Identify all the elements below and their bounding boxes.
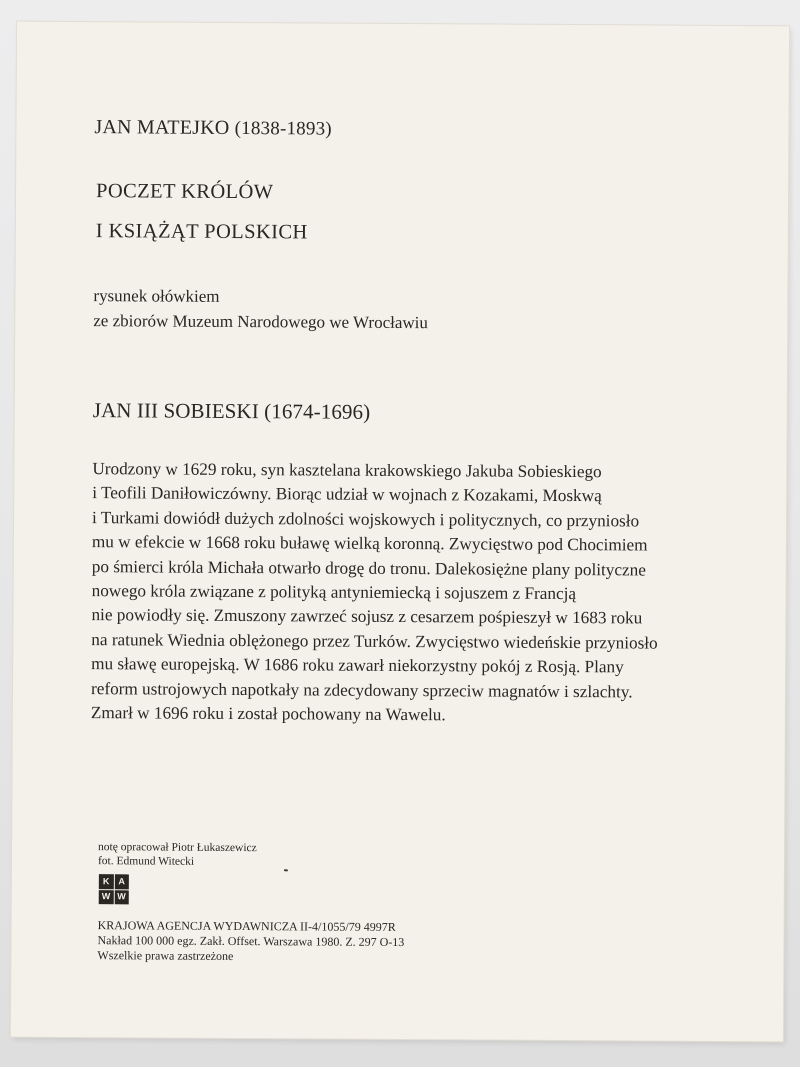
king-heading — [93, 398, 371, 425]
credit-note-author: notę opracował Piotr Łukaszewicz — [98, 841, 257, 855]
biography-line: po śmierci króla Michała otwarło drogę do tronu. Dalekosiężne plany polityczne — [91, 556, 646, 580]
logo-letter: W — [99, 890, 114, 905]
series-title-line-1: POCZET KRÓLÓW — [96, 180, 274, 204]
biography-text — [91, 457, 733, 729]
postcard — [11, 22, 789, 1042]
series-title-line-2: I KSIĄŻĄT POLSKICH — [95, 220, 308, 244]
king-dates: (1674-1696) — [264, 399, 371, 424]
biography-line: reform ustrojowych napotkały na zdecydowany sprzeciw magnatów i szlachty. — [90, 678, 633, 702]
credits — [98, 840, 257, 869]
biography-line: mu sławę europejską. W 1686 roku zawarł niekorzystny pokój z Rosją. Plany — [91, 654, 624, 677]
publisher-imprint — [97, 918, 404, 965]
credit-photographer: fot. Edmund Witecki — [97, 855, 195, 868]
subtitle-line-1: rysunek ołówkiem — [93, 286, 220, 306]
print-run: Nakład 100 000 egz. Zakł. Offset. Warszawa 1980. Z. 297 O-13 — [97, 933, 405, 950]
copyright-notice: Wszelkie prawa zastrzeżone — [97, 948, 234, 963]
biography-line: Urodzony w 1629 roku, syn kasztelana krakowskiego Jakuba Sobieskiego — [92, 459, 602, 482]
publisher-name: KRAJOWA AGENCJA WYDAWNICZA II-4/1055/79 4997R — [97, 918, 396, 934]
logo-letter: K — [99, 874, 114, 889]
logo-letter: A — [114, 874, 129, 889]
author-heading — [94, 116, 332, 140]
biography-line: mu w efekcie w 1668 roku buławę wielką koronną. Zwycięstwo pod Chocimiem — [91, 532, 648, 555]
biography-line: na ratunek Wiednia oblężonego przez Turków. Zwycięstwo wiedeńskie przyniosło — [91, 629, 658, 653]
logo-letter: W — [114, 890, 129, 905]
biography-line: Zmarł w 1696 roku i został pochowany na Wawelu. — [90, 703, 446, 725]
author-name: JAN MATEJKO — [94, 116, 230, 139]
publisher-logo — [99, 874, 129, 904]
author-dates: (1838-1893) — [234, 117, 332, 140]
biography-line: i Teofili Daniłowiczówny. Biorąc udział w wojnach z Kozakami, Moskwą — [92, 483, 602, 506]
king-name: JAN III SOBIESKI — [92, 398, 259, 424]
subtitle-line-2: ze zbiorów Muzeum Narodowego we Wrocławiu — [93, 311, 428, 333]
biography-line: nie powiodły się. Zmuszony zawrzeć sojusz z cesarzem pośpieszył w 1683 roku — [91, 605, 643, 628]
biography-line: nowego króla związane z polityką antyniemiecką i sojuszem z Francją — [91, 581, 577, 604]
biography-line: i Turkami dowiódł dużych zdolności wojskowych i politycznych, co przyniosło — [92, 507, 640, 531]
ink-speck — [284, 869, 288, 871]
